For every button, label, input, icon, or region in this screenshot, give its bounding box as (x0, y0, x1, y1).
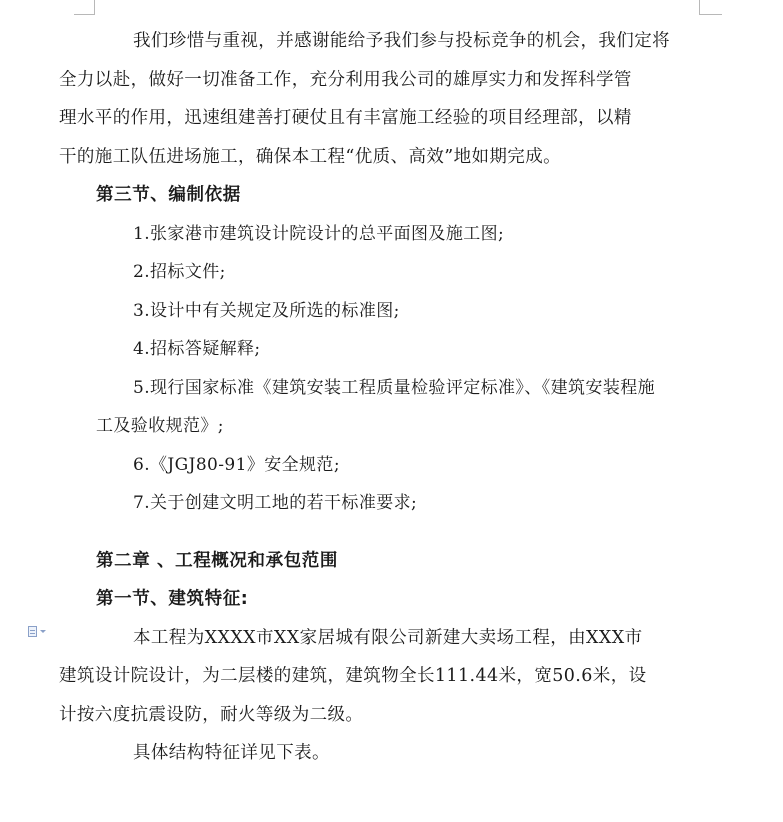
basis-item-5-continuation: 工及验收规范》; (96, 416, 224, 436)
chapter2-heading: 第二章 、工程概况和承包范围 (96, 550, 338, 571)
basis-item: 7.关于创建文明工地的若干标准要求; (133, 493, 418, 513)
intro-paragraph (59, 22, 702, 176)
document-page (59, 22, 702, 773)
document-sheet-icon (28, 626, 37, 637)
intro-line: 我们珍惜与重视，并感谢能给予我们参与投标竞争的机会，我们定将 (133, 31, 670, 51)
intro-line: 理水平的作用，迅速组建善打硬仗且有丰富施工经验的项目经理部，以精 (59, 108, 632, 128)
chevron-down-icon (40, 630, 46, 633)
project-line: 计按六度抗震设防，耐火等级为二级。 (59, 704, 364, 725)
basis-item: 4.招标答疑解释; (133, 339, 261, 359)
intro-line: 干的施工队伍进场施工，确保本工程“优质、高效”地如期完成。 (59, 146, 561, 167)
basis-item-5: 5.现行国家标准《建筑安装工程质量检验评定标准》、《建筑安装程施 (133, 377, 656, 398)
page-corner-top-left (74, 0, 95, 15)
basis-item: 3.设计中有关规定及所选的标准图; (133, 300, 400, 321)
basis-item (96, 369, 702, 446)
section3-heading: 第三节、编制依据 (96, 185, 241, 205)
section1-heading: 第一节、建筑特征: (96, 589, 249, 609)
project-paragraph (59, 619, 702, 735)
project-line: 建筑设计院设计，为二层楼的建筑，建筑物全长111.44米，宽50.6米，设 (59, 666, 647, 686)
page-corner-top-right (699, 0, 722, 15)
blank-line (96, 523, 702, 542)
intro-line: 全力以赴，做好一切准备工作，充分利用我公司的雄厚实力和发挥科学管 (59, 69, 632, 90)
project-line: 本工程为XXXX市XX家居城有限公司新建大卖场工程，由XXX市 (133, 627, 643, 648)
basis-item: 2.招标文件; (133, 262, 226, 282)
basis-item: 1.张家港市建筑设计院设计的总平面图及施工图; (133, 223, 505, 244)
basis-item: 6.《JGJ80-91》安全规范; (133, 454, 340, 475)
document-icon[interactable] (28, 624, 50, 638)
structure-note: 具体结构特征详见下表。 (133, 743, 330, 763)
